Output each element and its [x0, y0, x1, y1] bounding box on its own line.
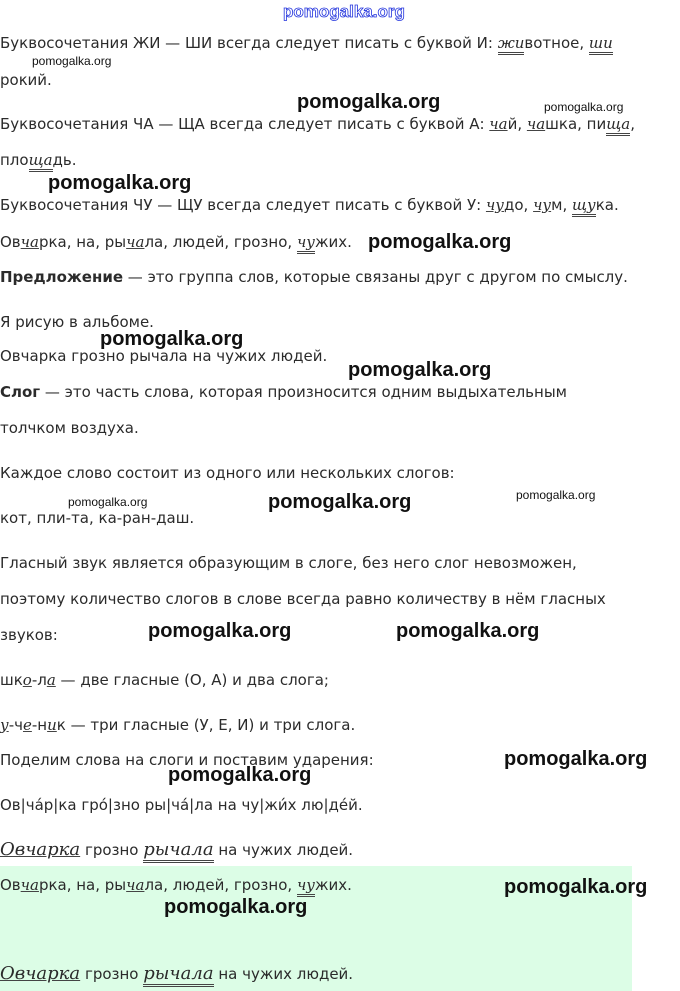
rule-zhi-line2: роκий.: [0, 71, 52, 89]
rule-cha-line2-a: пло: [0, 151, 29, 169]
us-t1: грозно: [80, 841, 144, 859]
watermark: pomogalka.org: [168, 764, 312, 786]
rule-zhi-example-2: ши: [589, 34, 613, 55]
watermark: pomogalka.org: [164, 896, 308, 918]
term-syllable: Слог: [0, 383, 41, 401]
rule-chu-example-1: чу: [485, 196, 504, 214]
student-d: -н: [31, 716, 48, 734]
watermark: pomogalka.org: [268, 491, 412, 513]
rule-chu-line1: [0, 195, 619, 215]
definition-syllable-line2: толчком воздуха.: [0, 419, 139, 437]
answer-line-1: [0, 875, 352, 895]
divide-task: Поделим слова на слоги и поставим ударения:: [0, 751, 374, 769]
rule-cha-line1: [0, 114, 635, 134]
rule-zhi-text: Буквосочетания ЖИ — ШИ всегда следует писать с буквой И:: [0, 34, 498, 52]
example-sentence-1: Я рисую в альбоме.: [0, 313, 154, 331]
definition-syllable-text: — это часть слова, которая произносится одним выдыхательным: [40, 383, 567, 401]
vowel-rule-line3: звуков:: [0, 626, 58, 644]
watermark-top: pomogalka.org: [283, 2, 405, 21]
watermark: pomogalka.org: [48, 172, 192, 194]
a1-b: ча: [20, 876, 39, 894]
syllables-examples: кот, пли-та, ка-ран-даш.: [0, 509, 195, 527]
definition-sentence: [0, 267, 628, 287]
answer-predicate-word: рычала: [143, 963, 213, 987]
a1-f: чу: [297, 876, 315, 897]
rule-cha-example-1-rest: й,: [507, 115, 527, 133]
student-vowel-2: е: [22, 716, 32, 734]
student-vowel-3: и: [47, 716, 57, 734]
s1-d: ча: [126, 233, 145, 251]
student-f: к: [56, 716, 66, 734]
vowel-rule-line2: поэтому количество слогов в слове всегда равно количеству в нём гласных: [0, 590, 606, 608]
s1-a: Ов: [0, 233, 21, 251]
watermark: pomogalka.org: [32, 54, 112, 68]
rule-cha-example-3: ща: [606, 115, 630, 136]
school-c: -л: [31, 671, 47, 689]
rule-cha-example-1: ча: [489, 115, 508, 133]
rule-cha-text: Буквосочетания ЧА — ЩА всегда следует писать с буквой А:: [0, 115, 490, 133]
rule-chu-example-2-rest: м,: [551, 196, 572, 214]
rule-cha-line2: [0, 150, 77, 170]
predicate-word: рычала: [143, 839, 213, 863]
rule-cha-example-3-rest: ,: [630, 115, 635, 133]
subject-word: Овчарка: [0, 839, 81, 860]
student-vowel-1: у: [0, 716, 9, 734]
rule-chu-example-3: щу: [572, 196, 596, 217]
a1-e: ла, людей, грозно,: [144, 876, 297, 894]
definition-syllable: [0, 382, 567, 402]
s1-g: жих.: [314, 233, 352, 251]
rule-cha-example-2: ча: [526, 115, 546, 133]
answer-line-2: [0, 964, 353, 984]
watermark: pomogalka.org: [396, 620, 540, 642]
rule-cha-example-2-rest: шка, пи: [545, 115, 607, 133]
watermark: pomogalka.org: [297, 91, 441, 113]
a1-a: Ов: [0, 876, 21, 894]
s1-b: ча: [20, 233, 39, 251]
example-student: [0, 715, 355, 735]
s1-f: чу: [297, 233, 315, 254]
example-school: [0, 670, 329, 690]
a1-c: рка, на, ры: [38, 876, 127, 894]
s1-c: рка, на, ры: [38, 233, 127, 251]
watermark: pomogalka.org: [148, 620, 292, 642]
definition-sentence-text: — это группа слов, которые связаны друг с другом по смыслу.: [123, 268, 628, 286]
school-a: шк: [0, 671, 23, 689]
syllables-intro: Каждое слово состоит из одного или нескольких слогов:: [0, 464, 455, 482]
underlined-sentence: [0, 840, 353, 860]
a1-d: ча: [126, 876, 145, 894]
watermark: pomogalka.org: [544, 100, 624, 114]
watermark: pomogalka.org: [68, 495, 148, 509]
watermark: pomogalka.org: [504, 876, 648, 898]
watermark: pomogalka.org: [368, 231, 512, 253]
rule-chu-example-1-rest: до,: [503, 196, 534, 214]
us-t2: на чужих людей.: [213, 841, 354, 859]
term-sentence: Предложение: [0, 268, 124, 286]
school-vowel-1: о: [22, 671, 32, 689]
watermark: pomogalka.org: [348, 359, 492, 381]
rule-chu-text: Буквосочетания ЧУ — ЩУ всегда следует писать с буквой У:: [0, 196, 486, 214]
sentence-1: [0, 232, 352, 252]
a2-t1: грозно: [80, 965, 144, 983]
divided-sentence: Ов|ча́р|ка гро́|зно ры|ча́|ла на чу|жи́х лю|де́й.: [0, 796, 363, 814]
watermark: pomogalka.org: [516, 488, 596, 502]
a2-t2: на чужих людей.: [213, 965, 354, 983]
rule-zhi-line1: [0, 33, 613, 53]
s1-e: ла, людей, грозно,: [144, 233, 297, 251]
watermark: pomogalka.org: [100, 328, 244, 350]
vowel-rule-line1: Гласный звук является образующим в слоге, без него слог невозможен,: [0, 554, 577, 572]
rule-zhi-example-1: жи: [498, 34, 525, 55]
school-e: — две гласные (О, А) и два слога;: [55, 671, 329, 689]
rule-cha-line2-c: дь.: [52, 151, 77, 169]
student-b: -ч: [8, 716, 23, 734]
a1-g: жих.: [314, 876, 352, 894]
rule-cha-example-4: ща: [29, 151, 53, 172]
rule-chu-example-2: чу: [533, 196, 552, 214]
rule-chu-example-3-rest: ка.: [595, 196, 619, 214]
rule-zhi-example-1-rest: вотное,: [524, 34, 589, 52]
student-g: — три гласные (У, Е, И) и три слога.: [65, 716, 356, 734]
school-vowel-2: а: [46, 671, 56, 689]
watermark: pomogalka.org: [504, 748, 648, 770]
example-sentence-2: Овчарка грозно рычала на чужих людей.: [0, 347, 328, 365]
answer-subject-word: Овчарка: [0, 963, 81, 984]
